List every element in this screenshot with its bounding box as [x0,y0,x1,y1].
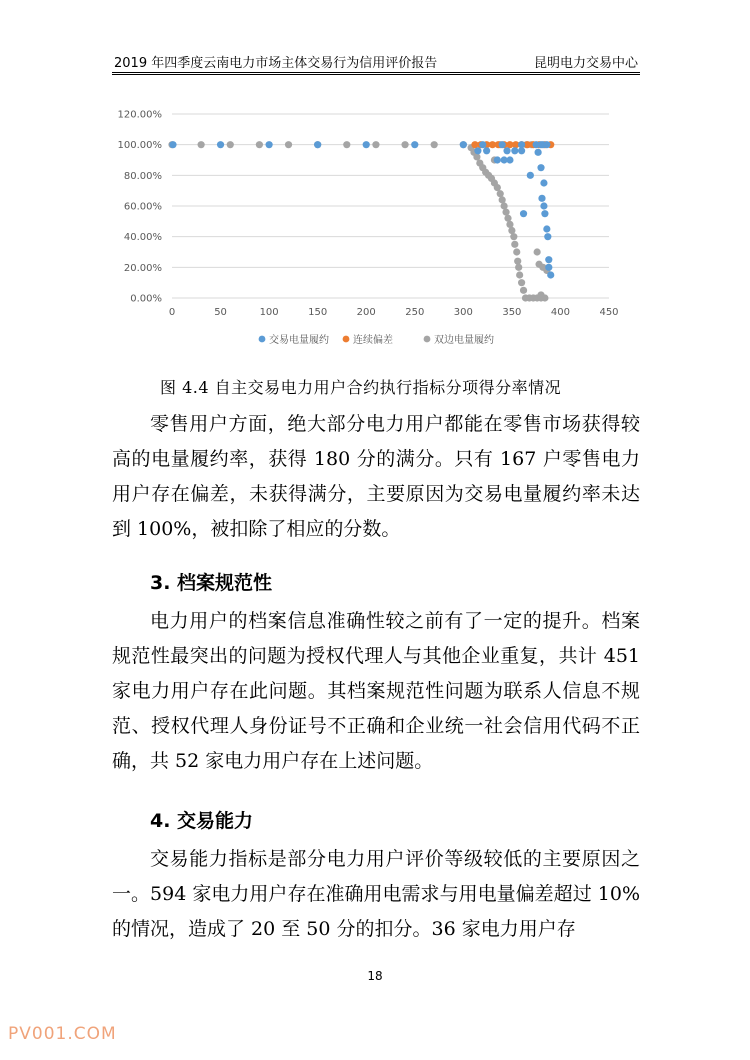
data-point [518,279,525,286]
x-tick-label: 200 [356,307,376,318]
data-point [506,221,513,228]
legend-label: 双边电量履约 [434,335,494,346]
data-point [534,248,541,255]
data-point [506,156,513,163]
x-tick-label: 450 [599,307,619,318]
data-point [543,141,550,148]
data-point [169,141,176,148]
watermark: PV001.COM [8,1024,117,1044]
data-point [513,248,520,255]
data-point [494,156,501,163]
section-heading-trading-ability: 4. 交易能力 [150,810,254,832]
data-point [518,147,525,154]
y-tick-label: 40.00% [123,232,162,244]
data-point [533,141,540,148]
x-tick-label: 50 [214,307,227,318]
data-point [537,291,544,298]
legend-label: 连续偏差 [353,335,393,346]
scatter-chart [112,100,632,350]
x-tick-label: 100 [259,307,279,318]
x-tick-label: 0 [168,307,176,318]
data-point [227,141,234,148]
data-point [266,141,273,148]
page-header [112,50,640,72]
organization-name: 昆明电力交易中心 [533,56,638,71]
page-number: 18 [367,969,383,983]
legend-marker [343,336,350,343]
data-point [411,141,418,148]
y-tick-label: 20.00% [123,262,162,274]
data-point [511,147,518,154]
data-point [343,141,350,148]
data-point [540,179,547,186]
data-point [499,141,506,148]
y-tick-label: 0.00% [130,293,162,305]
data-point [510,233,517,240]
data-point [501,202,508,209]
y-tick-label: 80.00% [123,170,162,182]
data-point [535,149,542,156]
data-point [499,196,506,203]
y-tick-label: 100.00% [117,140,162,152]
x-tick-label: 150 [308,307,328,318]
data-point [543,225,550,232]
data-point [363,141,370,148]
data-point [431,141,438,148]
paragraph-archive-standards: 电力用户的档案信息准确性较之前有了一定的提升。档案规范性最突出的问题为授权代理人与其他企业重复，共计 451 家电力用户存在此问题。其档案规范性问题为联系人信息不规范、授权代理人身份证号不正确和企业统一社会信用代码不正确，共 52 家电力用户存在上述问题。 [112,610,640,772]
header-rule [112,72,640,73]
data-point [538,195,545,202]
data-point [401,141,408,148]
data-point [520,287,527,294]
x-tick-label: 300 [453,307,473,318]
x-tick-label: 250 [405,307,425,318]
report-title: 2019 年四季度云南电力市场主体交易行为信用评价报告 [114,56,438,71]
data-point [460,141,467,148]
data-point [503,147,510,154]
data-point [544,233,551,240]
y-tick-label: 60.00% [123,201,162,213]
data-point [537,164,544,171]
data-point [520,210,527,217]
x-tick-label: 350 [502,307,522,318]
data-point [540,202,547,209]
data-point [483,147,490,154]
paragraph-retail-users: 零售用户方面，绝大部分电力用户都能在零售市场获得较高的电量履约率，获得 180 分的满分。只有 167 户零售电力用户存在偏差，未获得满分，主要原因为交易电量履约率未达到 100%，被扣除了相应的分数。 [112,413,640,540]
data-point [494,184,501,191]
data-point [285,141,292,148]
legend-marker [424,336,431,343]
data-point [256,141,263,148]
data-point [314,141,321,148]
data-point [473,153,480,160]
data-point [527,172,534,179]
paragraph-trading-ability: 交易能力指标是部分电力用户评价等级较低的主要原因之一。594 家电力用户存在准确用电需求与用电量偏差超过 10%的情况，造成了 20 至 50 分的扣分。36 家电力用户存 [112,848,640,940]
data-point [508,227,515,234]
section-heading-archive: 3. 档案规范性 [150,572,273,594]
data-point [504,215,511,222]
data-point [547,271,554,278]
data-point [514,258,521,265]
header-rule-thin [112,74,640,75]
legend-label: 交易电量履约 [269,335,329,346]
data-point [474,147,481,154]
data-point [516,271,523,278]
data-point [545,264,552,271]
data-point [497,190,504,197]
legend-marker [259,336,266,343]
data-point [217,141,224,148]
figure-caption: 图 4.4 自主交易电力用户合约执行指标分项得分率情况 [160,378,562,397]
data-point [541,210,548,217]
y-tick-label: 120.00% [117,109,162,121]
data-point [198,141,205,148]
data-point [511,241,518,248]
data-point [518,141,525,148]
data-point [372,141,379,148]
data-point [515,264,522,271]
data-point [479,141,486,148]
x-tick-label: 400 [550,307,570,318]
data-point [545,256,552,263]
data-point [502,209,509,216]
